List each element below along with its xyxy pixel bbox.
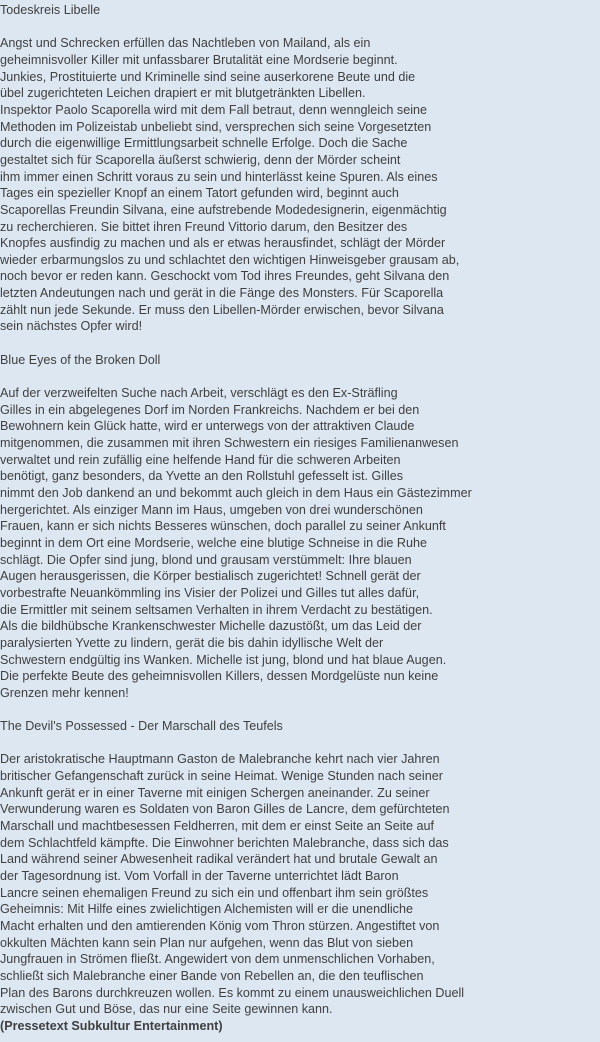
movie-title: The Devil's Possessed - Der Marschall des Teufels: [0, 719, 283, 734]
movie-entry-blue-eyes: [0, 352, 600, 702]
movie-description: Der aristokratische Hauptmann Gaston de Malebranche kehrt nach vier Jahren britischer Gefangenschaft zurück in seine Heimat. Wenige Stunden nach seiner Ankunft gerät er in einer Taverne mit einigen Schergen aneinander. Zu seiner Verwunderung waren es Soldaten von Baron Gilles de Lancre, dem gefürchteten Marschall und machtbesessen Feldherren, mit dem er einst Seite an Seite auf dem Schlachtfeld kämpfte. Die Einwohner berichten Malebranche, dass sich das Land während seiner Abwesenheit radikal verändert hat und brutale Gewalt an der Tagesordnung ist. Vom Vorfall in der Taverne unterrichtet lädt Baron Lancre seinen ehemaligen Freund zu sich ein und offenbart ihm sein größtes Geheimnis: Mit Hilfe eines zwielichtigen Alchemisten will er die unendliche Macht erhalten und den amtierenden König vom Thron stürzen. Angestiftet von okkulten Mächten kann sein Plan nur aufgehen, wenn das Blut von sieben Jungfrauen in Strömen fließt. Angewidert von dem unmenschlichen Vorhaben, schließt sich Malebranche einer Bande von Rebellen an, die den teuflischen Plan des Barons durchkreuzen wollen. Es kommt zu einem unausweichlichen Duell zwischen Gut und Böse, das nur eine Seite gewinnen kann.: [0, 752, 465, 1017]
movie-entry-todeskreis-libelle: [0, 2, 600, 335]
movie-description: Auf der verzweifelten Suche nach Arbeit, verschlägt es den Ex-Sträfling Gilles in ein abgelegenes Dorf im Norden Frankreichs. Nachdem er bei den Bewohnern kein Glück hatte, wird er unterwegs von der attraktiven Claude mitgenommen, die zusammen mit ihren Schwestern ein riesiges Familienanwesen verwaltet und rein zufällig eine helfende Hand für die schweren Arbeiten benötigt, ganz besonders, da Yvette an den Rollstuhl gefesselt ist. Gilles nimmt den Job dankend an und bekommt auch gleich in dem Haus ein Gästezimmer hergerichtet. Als einziger Mann im Haus, umgeben von drei wunderschönen Frauen, kann er sich nichts Besseres wünschen, doch parallel zu seiner Ankunft beginnt in dem Ort eine Mordserie, welche eine blutige Schneise in die Ruhe schlägt. Die Opfer sind jung, blond und grausam verstümmelt: Ihre blauen Augen herausgerissen, die Körper bestialisch zugerichtet! Schnell gerät der vorbestrafte Neuankömmling ins Visier der Polizei und Gilles tut alles dafür, die Ermittler mit seinem seltsamen Verhalten in ihrem Verdacht zu bestätigen. Als die bildhübsche Krankenschwester Michelle dazustößt, um das Leid der paralysierten Yvette zu lindern, gerät die bis dahin idyllische Welt der Schwestern endgültig ins Wanken. Michelle ist jung, blond und hat blaue Augen. Die perfekte Beute des geheimnisvollen Killers, dessen Mordgelüste nun keine Grenzen mehr kennen!: [0, 386, 472, 700]
movie-description: Angst und Schrecken erfüllen das Nachtleben von Mailand, als ein geheimnisvoller Killer mit unfassbarer Brutalität eine Mordserie beginnt. Junkies, Prostituierte und Kriminelle sind seine auserkorene Beute und die übel zugerichteten Leichen drapiert er mit blutgetränkten Libellen. Inspektor Paolo Scaporella wird mit dem Fall betraut, denn wenngleich seine Methoden im Polizeistab unbeliebt sind, versprechen sich seine Vorgesetzten durch die eigenwillige Ermittlungsarbeit schnelle Erfolge. Doch die Sache gestaltet sich für Scaporella äußerst schwierig, denn der Mörder scheint ihm immer einen Schritt voraus zu sein und hinterlässt keine Spuren. Als eines Tages ein spezieller Knopf an einem Tatort gefunden wird, beginnt auch Scaporellas Freundin Silvana, eine aufstrebende Modedesignerin, eigenmächtig zu recherchieren. Sie bittet ihren Freund Vittorio darum, den Besitzer des Knopfes ausfindig zu machen und als er etwas herausfindet, schlägt der Mörder wieder erbarmungslos zu und schlachtet den wichtigen Hinweisgeber grausam ab, noch bevor er reden kann. Geschockt vom Tod ihres Freundes, geht Silvana den letzten Andeutungen nach und gerät in die Fänge des Monsters. Für Scaporella zählt nun jede Sekunde. Er muss den Libellen-Mörder erwischen, bevor Silvana sein nächstes Opfer wird!: [0, 36, 460, 334]
movie-title: Blue Eyes of the Broken Doll: [0, 352, 161, 367]
press-source-credit: (Pressetext Subkultur Entertainment): [0, 1018, 223, 1033]
movie-title: Todeskreis Libelle: [0, 3, 101, 17]
movie-entry-devils-possessed: [0, 718, 600, 1018]
